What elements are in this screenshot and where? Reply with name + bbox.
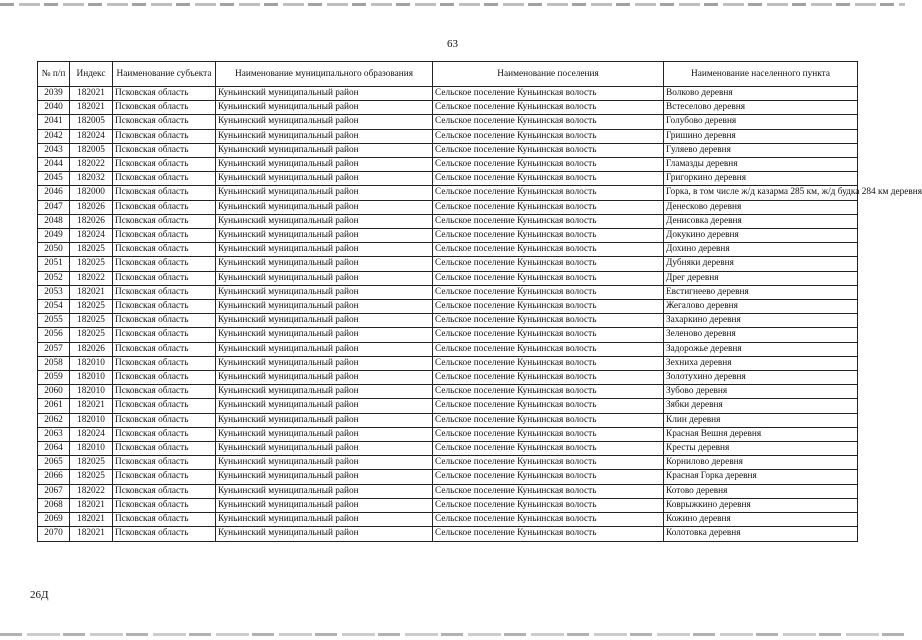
locality-name: Голубово деревня	[664, 115, 858, 129]
scan-edge-bottom	[0, 633, 905, 636]
locality-name: Докукино деревня	[664, 229, 858, 243]
locality-name: Дрег деревня	[664, 271, 858, 285]
municipality-name: Куньинский муниципальный район	[216, 356, 433, 370]
postal-index: 182021	[70, 513, 113, 527]
table-row	[38, 399, 858, 413]
municipality-name: Куньинский муниципальный район	[216, 399, 433, 413]
municipality-name: Куньинский муниципальный район	[216, 115, 433, 129]
subject-name: Псковская область	[113, 115, 216, 129]
settlement-name: Сельское поселение Куньинская волость	[433, 385, 664, 399]
locality-name: Зябки деревня	[664, 399, 858, 413]
locality-name: Зубово деревня	[664, 385, 858, 399]
table-row	[38, 498, 858, 512]
settlements-table	[37, 61, 922, 542]
subject-name: Псковская область	[113, 371, 216, 385]
municipality-name: Куньинский муниципальный район	[216, 371, 433, 385]
table-row	[38, 186, 858, 200]
row-number: 2048	[38, 214, 70, 228]
table-row	[38, 200, 858, 214]
postal-index: 182000	[70, 186, 113, 200]
locality-name: Евстигнеево деревня	[664, 285, 858, 299]
subject-name: Псковская область	[113, 484, 216, 498]
table-row	[38, 427, 858, 441]
row-number: 2045	[38, 172, 70, 186]
table-row	[38, 442, 858, 456]
postal-index: 182025	[70, 328, 113, 342]
subject-name: Псковская область	[113, 87, 216, 101]
postal-index: 182021	[70, 399, 113, 413]
table-row	[38, 300, 858, 314]
subject-name: Псковская область	[113, 285, 216, 299]
locality-name: Золотухино деревня	[664, 371, 858, 385]
subject-name: Псковская область	[113, 271, 216, 285]
postal-index: 182005	[70, 143, 113, 157]
settlement-name: Сельское поселение Куньинская волость	[433, 470, 664, 484]
postal-index: 182024	[70, 427, 113, 441]
municipality-name: Куньинский муниципальный район	[216, 101, 433, 115]
municipality-name: Куньинский муниципальный район	[216, 285, 433, 299]
settlement-name: Сельское поселение Куньинская волость	[433, 300, 664, 314]
subject-name: Псковская область	[113, 129, 216, 143]
settlement-name: Сельское поселение Куньинская волость	[433, 143, 664, 157]
row-number: 2068	[38, 498, 70, 512]
subject-name: Псковская область	[113, 470, 216, 484]
settlement-name: Сельское поселение Куньинская волость	[433, 271, 664, 285]
postal-index: 182021	[70, 498, 113, 512]
locality-name: Гламазды деревня	[664, 158, 858, 172]
municipality-name: Куньинский муниципальный район	[216, 300, 433, 314]
subject-name: Псковская область	[113, 158, 216, 172]
row-number: 2043	[38, 143, 70, 157]
locality-name: Котово деревня	[664, 484, 858, 498]
settlement-name: Сельское поселение Куньинская волость	[433, 442, 664, 456]
table-row	[38, 243, 858, 257]
postal-index: 182010	[70, 413, 113, 427]
postal-index: 182025	[70, 257, 113, 271]
subject-name: Псковская область	[113, 257, 216, 271]
sheet-code: 26Д	[30, 589, 49, 601]
row-number: 2050	[38, 243, 70, 257]
subject-name: Псковская область	[113, 328, 216, 342]
locality-name: Кресты деревня	[664, 442, 858, 456]
locality-name: Колотовка деревня	[664, 527, 858, 541]
municipality-name: Куньинский муниципальный район	[216, 385, 433, 399]
postal-index: 182024	[70, 129, 113, 143]
row-number: 2069	[38, 513, 70, 527]
row-number: 2060	[38, 385, 70, 399]
settlement-name: Сельское поселение Куньинская волость	[433, 129, 664, 143]
locality-name: Задорожье деревня	[664, 342, 858, 356]
row-number: 2042	[38, 129, 70, 143]
row-number: 2053	[38, 285, 70, 299]
table-row	[38, 101, 858, 115]
row-number: 2070	[38, 527, 70, 541]
postal-index: 182025	[70, 300, 113, 314]
settlement-name: Сельское поселение Куньинская волость	[433, 186, 664, 200]
settlement-name: Сельское поселение Куньинская волость	[433, 342, 664, 356]
postal-index: 182026	[70, 200, 113, 214]
postal-index: 182025	[70, 470, 113, 484]
locality-name: Горка, в том числе ж/д казарма 285 км, ж/д будка 284 км деревня	[664, 186, 858, 200]
settlement-name: Сельское поселение Куньинская волость	[433, 257, 664, 271]
table-row	[38, 356, 858, 370]
settlement-name: Сельское поселение Куньинская волость	[433, 243, 664, 257]
table-row	[38, 285, 858, 299]
locality-name: Денисовка деревня	[664, 214, 858, 228]
subject-name: Псковская область	[113, 200, 216, 214]
postal-index: 182022	[70, 271, 113, 285]
postal-index: 182026	[70, 214, 113, 228]
row-number: 2066	[38, 470, 70, 484]
municipality-name: Куньинский муниципальный район	[216, 214, 433, 228]
header-subject: Наименование субъекта	[113, 62, 216, 87]
postal-index: 182022	[70, 484, 113, 498]
row-number: 2051	[38, 257, 70, 271]
row-number: 2054	[38, 300, 70, 314]
table-row	[38, 271, 858, 285]
row-number: 2058	[38, 356, 70, 370]
table-row	[38, 513, 858, 527]
header-locality: Наименование населенного пункта	[664, 62, 858, 87]
table-header-row	[38, 62, 858, 87]
subject-name: Псковская область	[113, 229, 216, 243]
row-number: 2052	[38, 271, 70, 285]
municipality-name: Куньинский муниципальный район	[216, 513, 433, 527]
municipality-name: Куньинский муниципальный район	[216, 498, 433, 512]
row-number: 2062	[38, 413, 70, 427]
locality-name: Красная Горка деревня	[664, 470, 858, 484]
settlement-name: Сельское поселение Куньинская волость	[433, 399, 664, 413]
postal-index: 182005	[70, 115, 113, 129]
locality-name: Денесково деревня	[664, 200, 858, 214]
table-row	[38, 87, 858, 101]
municipality-name: Куньинский муниципальный район	[216, 527, 433, 541]
row-number: 2046	[38, 186, 70, 200]
municipality-name: Куньинский муниципальный район	[216, 484, 433, 498]
table-row	[38, 214, 858, 228]
settlement-name: Сельское поселение Куньинская волость	[433, 527, 664, 541]
subject-name: Псковская область	[113, 442, 216, 456]
header-number: № п/п	[38, 62, 70, 87]
settlement-name: Сельское поселение Куньинская волость	[433, 356, 664, 370]
settlement-name: Сельское поселение Куньинская волость	[433, 498, 664, 512]
table-row	[38, 257, 858, 271]
municipality-name: Куньинский муниципальный район	[216, 129, 433, 143]
postal-index: 182010	[70, 371, 113, 385]
settlement-name: Сельское поселение Куньинская волость	[433, 229, 664, 243]
subject-name: Псковская область	[113, 356, 216, 370]
row-number: 2040	[38, 101, 70, 115]
subject-name: Псковская область	[113, 427, 216, 441]
municipality-name: Куньинский муниципальный район	[216, 229, 433, 243]
municipality-name: Куньинский муниципальный район	[216, 413, 433, 427]
locality-name: Жегалово деревня	[664, 300, 858, 314]
locality-name: Дубняки деревня	[664, 257, 858, 271]
subject-name: Псковская область	[113, 214, 216, 228]
municipality-name: Куньинский муниципальный район	[216, 200, 433, 214]
row-number: 2059	[38, 371, 70, 385]
locality-name: Гришино деревня	[664, 129, 858, 143]
table-row	[38, 385, 858, 399]
postal-index: 182010	[70, 356, 113, 370]
subject-name: Псковская область	[113, 314, 216, 328]
settlement-name: Сельское поселение Куньинская волость	[433, 172, 664, 186]
table-body	[38, 87, 922, 542]
table-row	[38, 328, 858, 342]
table-row	[38, 342, 858, 356]
municipality-name: Куньинский муниципальный район	[216, 87, 433, 101]
locality-name: Григоркино деревня	[664, 172, 858, 186]
postal-index: 182021	[70, 87, 113, 101]
locality-name: Гуляево деревня	[664, 143, 858, 157]
postal-index: 182021	[70, 285, 113, 299]
municipality-name: Куньинский муниципальный район	[216, 342, 433, 356]
locality-name: Коврыжкино деревня	[664, 498, 858, 512]
subject-name: Псковская область	[113, 513, 216, 527]
locality-name: Зехниха деревня	[664, 356, 858, 370]
row-number: 2057	[38, 342, 70, 356]
locality-name: Красная Вешня деревня	[664, 427, 858, 441]
table-row	[38, 172, 858, 186]
subject-name: Псковская область	[113, 101, 216, 115]
municipality-name: Куньинский муниципальный район	[216, 456, 433, 470]
municipality-name: Куньинский муниципальный район	[216, 172, 433, 186]
subject-name: Псковская область	[113, 172, 216, 186]
settlement-name: Сельское поселение Куньинская волость	[433, 513, 664, 527]
table-row	[38, 229, 858, 243]
locality-name: Корнилово деревня	[664, 456, 858, 470]
settlement-name: Сельское поселение Куньинская волость	[433, 285, 664, 299]
settlement-name: Сельское поселение Куньинская волость	[433, 214, 664, 228]
postal-index: 182022	[70, 158, 113, 172]
header-settlement: Наименование поселения	[433, 62, 664, 87]
row-number: 2056	[38, 328, 70, 342]
locality-name: Клин деревня	[664, 413, 858, 427]
settlement-name: Сельское поселение Куньинская волость	[433, 427, 664, 441]
settlement-name: Сельское поселение Куньинская волость	[433, 314, 664, 328]
postal-index: 182021	[70, 527, 113, 541]
postal-index: 182010	[70, 385, 113, 399]
row-number: 2041	[38, 115, 70, 129]
subject-name: Псковская область	[113, 243, 216, 257]
municipality-name: Куньинский муниципальный район	[216, 442, 433, 456]
table-row	[38, 470, 858, 484]
municipality-name: Куньинский муниципальный район	[216, 186, 433, 200]
subject-name: Псковская область	[113, 498, 216, 512]
subject-name: Псковская область	[113, 456, 216, 470]
row-number: 2063	[38, 427, 70, 441]
subject-name: Псковская область	[113, 300, 216, 314]
settlement-name: Сельское поселение Куньинская волость	[433, 456, 664, 470]
postal-index: 182032	[70, 172, 113, 186]
header-index: Индекс	[70, 62, 113, 87]
table-row	[38, 527, 858, 541]
table-row	[38, 371, 858, 385]
row-number: 2067	[38, 484, 70, 498]
settlement-name: Сельское поселение Куньинская волость	[433, 200, 664, 214]
postal-index: 182025	[70, 243, 113, 257]
subject-name: Псковская область	[113, 527, 216, 541]
header-municipality: Наименование муниципального образования	[216, 62, 433, 87]
row-number: 2047	[38, 200, 70, 214]
subject-name: Псковская область	[113, 186, 216, 200]
locality-name: Встеселово деревня	[664, 101, 858, 115]
row-number: 2039	[38, 87, 70, 101]
settlement-name: Сельское поселение Куньинская волость	[433, 115, 664, 129]
table-row	[38, 484, 858, 498]
table-row	[38, 413, 858, 427]
table-row	[38, 143, 858, 157]
locality-name: Дохино деревня	[664, 243, 858, 257]
settlement-name: Сельское поселение Куньинская волость	[433, 87, 664, 101]
municipality-name: Куньинский муниципальный район	[216, 314, 433, 328]
subject-name: Псковская область	[113, 399, 216, 413]
scan-edge-top	[0, 3, 905, 6]
settlement-name: Сельское поселение Куньинская волость	[433, 413, 664, 427]
settlement-name: Сельское поселение Куньинская волость	[433, 371, 664, 385]
municipality-name: Куньинский муниципальный район	[216, 427, 433, 441]
postal-index: 182025	[70, 314, 113, 328]
municipality-name: Куньинский муниципальный район	[216, 143, 433, 157]
settlement-name: Сельское поселение Куньинская волость	[433, 484, 664, 498]
row-number: 2065	[38, 456, 70, 470]
row-number: 2055	[38, 314, 70, 328]
postal-index: 182010	[70, 442, 113, 456]
settlement-name: Сельское поселение Куньинская волость	[433, 101, 664, 115]
municipality-name: Куньинский муниципальный район	[216, 470, 433, 484]
subject-name: Псковская область	[113, 143, 216, 157]
locality-name: Зеленово деревня	[664, 328, 858, 342]
page-number: 63	[447, 38, 458, 50]
locality-name: Захаркино деревня	[664, 314, 858, 328]
postal-index: 182021	[70, 101, 113, 115]
table-row	[38, 129, 858, 143]
municipality-name: Куньинский муниципальный район	[216, 158, 433, 172]
table-row	[38, 456, 858, 470]
table-row	[38, 314, 858, 328]
municipality-name: Куньинский муниципальный район	[216, 328, 433, 342]
row-number: 2044	[38, 158, 70, 172]
subject-name: Псковская область	[113, 342, 216, 356]
table-row	[38, 115, 858, 129]
postal-index: 182026	[70, 342, 113, 356]
row-number: 2049	[38, 229, 70, 243]
municipality-name: Куньинский муниципальный район	[216, 271, 433, 285]
locality-name: Кожино деревня	[664, 513, 858, 527]
postal-index: 182025	[70, 456, 113, 470]
locality-name: Волково деревня	[664, 87, 858, 101]
postal-index: 182024	[70, 229, 113, 243]
settlement-name: Сельское поселение Куньинская волость	[433, 158, 664, 172]
row-number: 2061	[38, 399, 70, 413]
table-row	[38, 158, 858, 172]
municipality-name: Куньинский муниципальный район	[216, 243, 433, 257]
row-number: 2064	[38, 442, 70, 456]
settlement-name: Сельское поселение Куньинская волость	[433, 328, 664, 342]
subject-name: Псковская область	[113, 413, 216, 427]
subject-name: Псковская область	[113, 385, 216, 399]
municipality-name: Куньинский муниципальный район	[216, 257, 433, 271]
